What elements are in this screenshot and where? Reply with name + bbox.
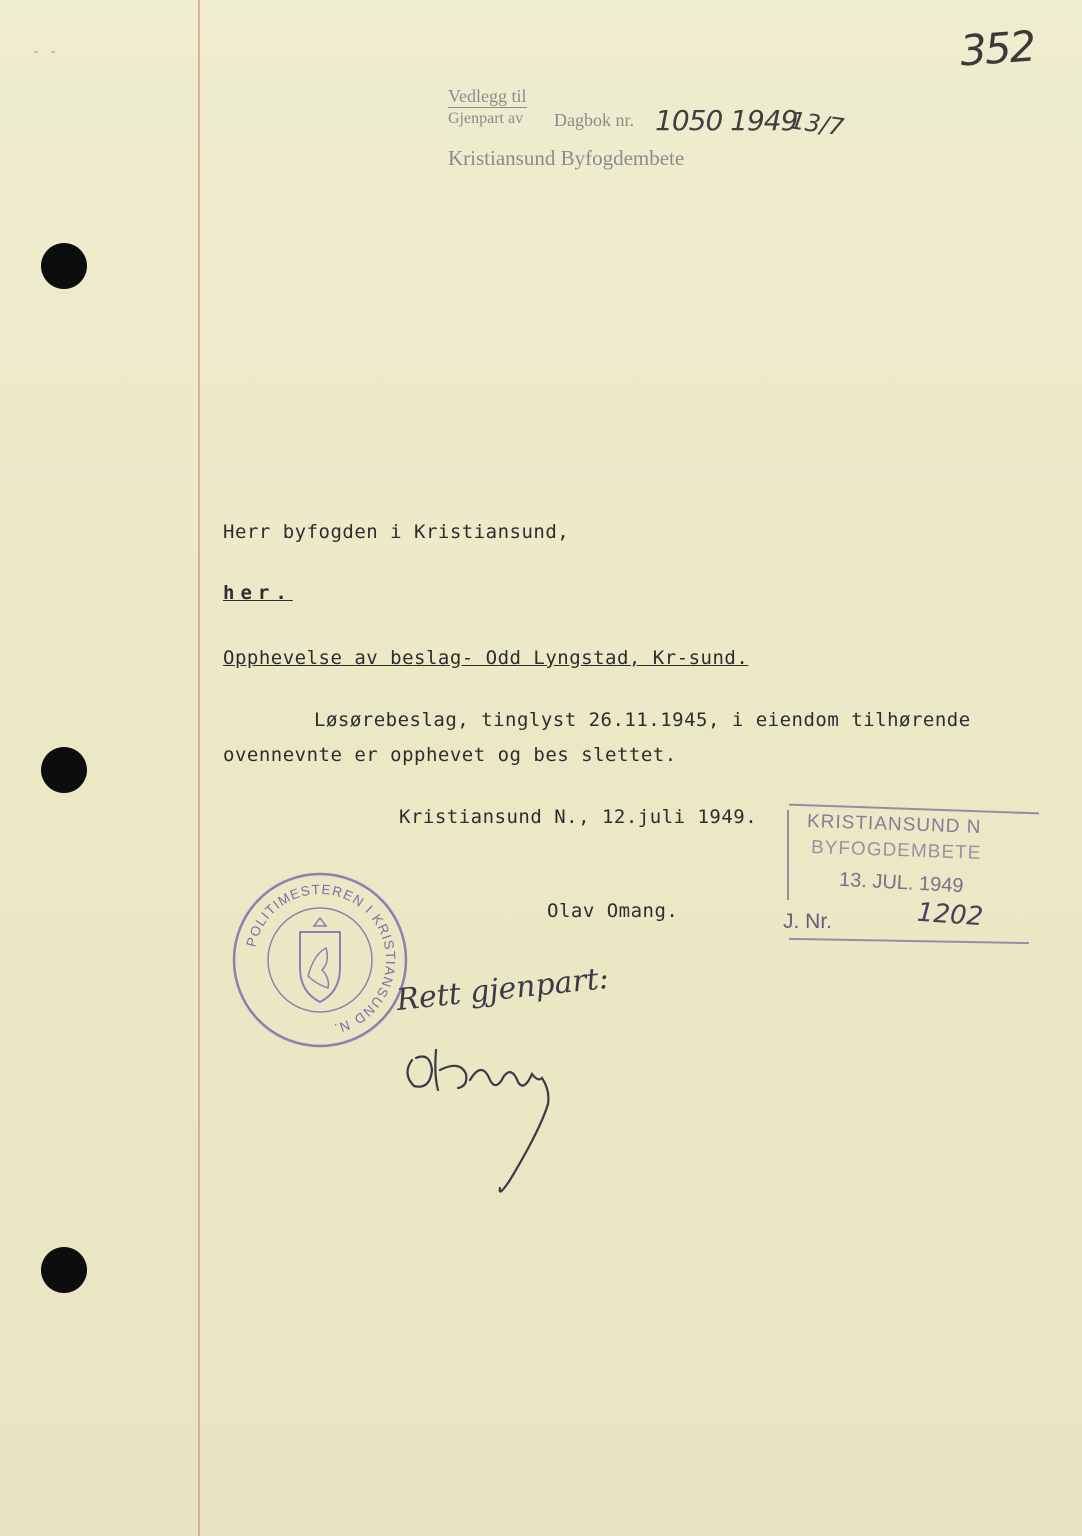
vedlegg-label: Vedlegg til [448, 86, 527, 106]
dagbok-date: 13/7 [788, 106, 846, 142]
svg-text:POLITIMESTEREN I KRISTIANSUND: POLITIMESTEREN I KRISTIANSUND N. [243, 881, 399, 1037]
received-stamp [783, 800, 1041, 950]
stamp-date: 13. JUL. 1949 [838, 868, 965, 898]
body-line-2: ovennevnte er opphevet og bes slettet. [223, 744, 677, 766]
stamp-line-2: BYFOGDEMBETE [810, 837, 982, 864]
police-seal-icon [230, 870, 410, 1050]
body-line-1: Løsørebeslag, tinglyst 26.11.1945, i eiendom tilhørende [314, 709, 971, 731]
office-label: Kristiansund Byfogdembete [448, 146, 685, 170]
signatory: Olav Omang. [547, 900, 679, 922]
stamp-border [789, 938, 1029, 944]
stamp-jnr-number: 1202 [916, 897, 985, 933]
stamp-jnr-label: J. Nr. [783, 910, 833, 933]
dagbok-label: Dagbok nr. [554, 110, 634, 130]
page-number: 352 [958, 21, 1036, 76]
margin-rule [198, 0, 200, 1536]
gjenpart-label: Gjenpart av [448, 110, 524, 127]
punch-hole-icon [41, 1247, 87, 1293]
addressee: Herr byfogden i Kristiansund, [223, 521, 570, 543]
stamp-line-1: KRISTIANSUND N [806, 810, 982, 839]
corner-mark: - - [32, 44, 58, 60]
punch-hole-icon [41, 243, 87, 289]
signature-icon [400, 1030, 580, 1200]
place-date: Kristiansund N., 12.juli 1949. [399, 806, 758, 828]
stamp-border [787, 810, 789, 900]
dagbok-number: 1050 1949 [655, 104, 798, 137]
handwritten-note: Rett gjenpart: [394, 960, 611, 1019]
punch-hole-icon [41, 747, 87, 793]
subject-line: Opphevelse av beslag- Odd Lyngstad, Kr-sund. [223, 647, 749, 669]
here-line: her. [223, 582, 293, 604]
